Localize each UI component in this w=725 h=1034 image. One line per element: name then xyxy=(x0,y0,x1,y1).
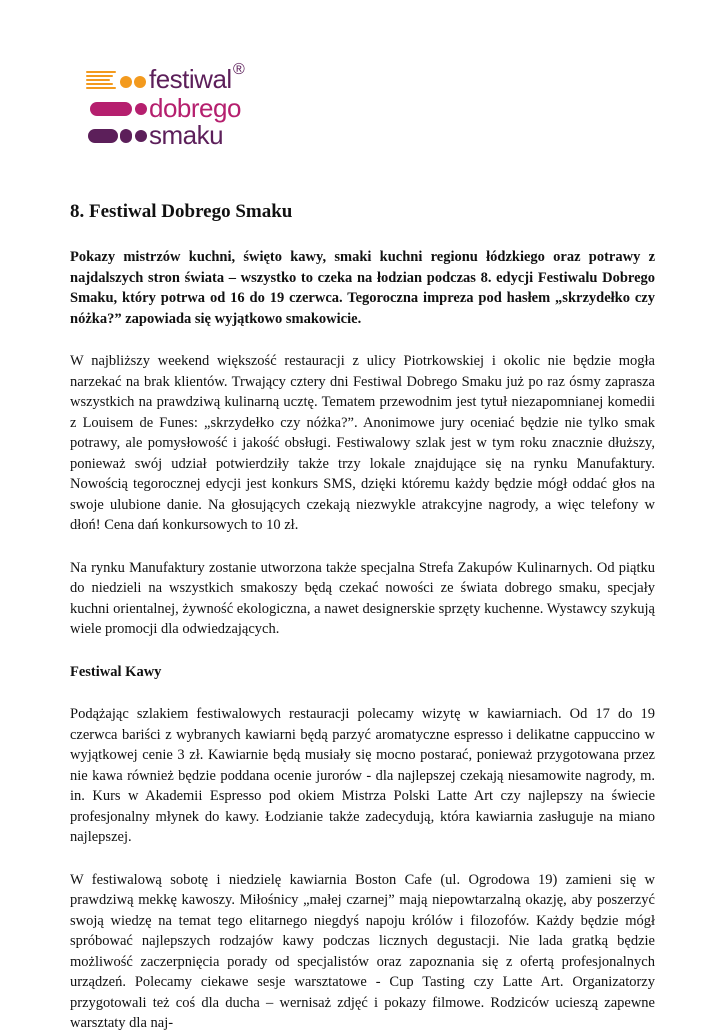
logo-word-dobrego: dobrego xyxy=(149,93,241,123)
logo-purple-pill-2 xyxy=(120,129,132,143)
logo-word-festiwal: festiwal xyxy=(149,64,232,94)
article-paragraph: W najbliższy weekend większość restauracji z ulicy Piotrkowskiej i okolic nie będzie mogła narzekać na brak klientów. Trwający cztery dni Festiwal Dobrego Smaku już po raz ósmy zaprasza wszystkich na prawdziwą kulinarną ucztę. Tematem przewodnim jest tytuł niezapomnianej komedii z Louisem de Funes: „skrzydełko czy nóżka?”. Anonimowe jury oceniać będzie nie tylko smak potrawy, ale pomysłowość i jakość obsługi. Festiwalowy szlak jest w tym roku znacznie dłuższy, ponieważ swój udział potwierdziły także trzy lokale znajdujące się na rynku Manufaktury. Nowością tegorocznej edycji jest konkurs SMS, dzięki któremu każdy będzie mógł oddać głos na swoje ulubione danie. Na głosujących czekają niezwykle atrakcyjne nagrody, a więc telefony w dłoń! Cena dań konkursowych to 10 zł. xyxy=(70,353,655,533)
logo-registered-mark: ® xyxy=(233,61,245,78)
logo-orange-stripes xyxy=(86,71,116,91)
logo-purple-pill-1 xyxy=(88,129,118,143)
article-paragraph: Podążając szlakiem festiwalowych restauracji polecamy wizytę w kawiarniach. Od 17 do 19 czerwca bariści z wybranych kawiarni będą parzyć aromatyczne espresso i delikatne cappuccino w wyjątkowej cenie 3 zł. Kawiarnie będą musiały się mocno postarać, ponieważ przygotowana przez nie kawa również będzie poddana ocenie jurorów - dla najlepszej czekają niesamowite nagrody, m. in. Kurs w Akademii Espresso pod okiem Mistrza Polski Latte Art czy najlepszy na świecie profesjonalny młynek do kawy. Łodzianie także zadecydują, która kawiarnia zasługuje na miano najlepszej. xyxy=(70,706,655,845)
article-paragraph: W festiwalową sobotę i niedzielę kawiarnia Boston Cafe (ul. Ogrodowa 19) zamieni się w prawdziwą mekkę kawoszy. Miłośnicy „małej czarnej” mają niepowtarzalną okazję, aby poszerzyć swoją wiedzę na temat tego elitarnego niegdyś napoju królów i filozofów. Każdy będzie mógł spróbować najlepszych rodzajów kawy podczas licznych degustacji. Nie lada gratką będzie możliwość zaczerpnięcia porady od specjalistów oraz zapoznania się z ofertą profesjonalnych urządzeń. Polecamy ciekawe sesje warsztatowe - Cup Tasting czy Latte Art. Organizatorzy przygotowali też coś dla ducha – wernisaż zdjęć i pokazy filmowe. Rodziców ucieszą zapewne warsztaty dla naj- xyxy=(70,871,655,1031)
logo-magenta-pill xyxy=(90,102,132,116)
logo-magenta-dot xyxy=(135,103,147,115)
logo-purple-dot xyxy=(135,130,147,142)
section-heading-festiwal-kawy: Festiwal Kawy xyxy=(70,663,162,680)
article-paragraph: Na rynku Manufaktury zostanie utworzona także specjalna Strefa Zakupów Kulinarnych. Od piątku do niedzieli na wszystkich smakoszy będą czekać nowości ze świata dobrego smaku, specjały kuchni orientalnej, żywność ekologiczna, a nawet designerskie sprzęty kuchenne. Wystawcy szykują wiele promocji dla odwiedzających. xyxy=(70,559,655,637)
logo-orange-dot-1 xyxy=(120,76,132,88)
festival-logo xyxy=(86,61,256,152)
article-lead: Pokazy mistrzów kuchni, święto kawy, smaki kuchni regionu łódzkiego oraz potrawy z najdalszych stron świata – wszystko to czeka na łodzian podczas 8. edycji Festiwalu Dobrego Smaku, który potrwa od 16 do 19 czerwca. Tegoroczna impreza pod hasłem „skrzydełko czy nóżka?” zapowiada się wyjątkowo smakowicie. xyxy=(70,249,655,327)
logo-word-smaku: smaku xyxy=(149,120,224,150)
article-title: 8. Festiwal Dobrego Smaku xyxy=(70,201,293,222)
logo-orange-dot-2 xyxy=(134,76,146,88)
article xyxy=(70,200,655,1034)
